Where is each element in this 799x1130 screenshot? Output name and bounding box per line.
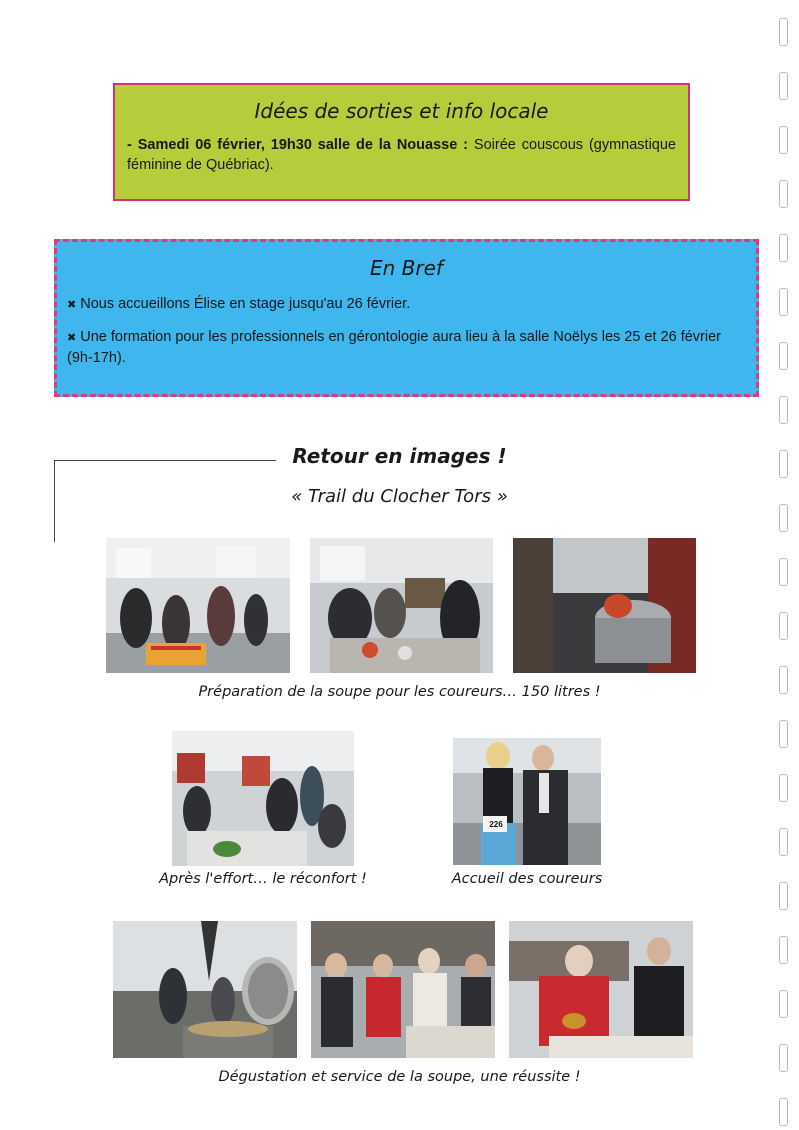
bref-item [67,294,746,315]
binder-ring-mark [779,18,788,46]
bref-item [67,327,746,368]
binder-ring-mark [779,1044,788,1072]
binder-ring-mark [779,666,788,694]
binder-ring-mark [779,720,788,748]
photo-soup-tasting-2 [311,921,495,1058]
binder-ring-mark [779,450,788,478]
caption-degustation: Dégustation et service de la soupe, une réussite ! [218,1069,581,1085]
binder-ring-mark [779,882,788,910]
cross-bullet-icon: ✖ [67,332,77,344]
caption-preparation: Préparation de la soupe pour les coureurs… 150 litres ! [198,684,601,700]
photo-soup-preparation-1 [106,538,290,673]
bref-box [54,239,759,397]
binder-ring-mark [779,828,788,856]
binder-ring-mark [779,342,788,370]
photo-soup-preparation-2 [310,538,493,673]
binder-ring-mark [779,990,788,1018]
binder-ring-mark [779,72,788,100]
binder-ring-mark [779,288,788,316]
sorties-event-text: Soirée couscous (gymnastique féminine de Québriac). [127,137,676,173]
bref-item-text: Nous accueillons Élise en stage jusqu'au 26 février. [80,296,411,312]
trail-subtitle: « Trail du Clocher Tors » [291,486,508,507]
binder-ring-mark [779,126,788,154]
sorties-title: Idées de sorties et info locale [254,99,549,123]
binder-ring-mark [779,1098,788,1126]
binder-ring-mark [779,234,788,262]
runner-bib-number: 226 [489,820,503,829]
binder-ring-mark [779,180,788,208]
caption-accueil: Accueil des coureurs [451,871,603,887]
photo-runner-welcome [453,738,601,865]
binder-ring-mark [779,558,788,586]
binder-ring-mark [779,504,788,532]
binder-ring-mark [779,612,788,640]
binder-ring-mark [779,774,788,802]
caption-reconfort: Après l'effort… le réconfort ! [159,871,367,887]
sorties-event [127,135,676,175]
sorties-event-date: - Samedi 06 février, 19h30 salle de la Nouasse : [127,137,469,153]
photo-after-effort [172,731,354,866]
bref-item-text: Une formation pour les professionnels en gérontologie aura lieu à la salle Noëlys les 25 et 26 février (9h-17h). [67,329,722,366]
retour-title: Retour en images ! [292,444,507,468]
photo-soup-service [509,921,693,1058]
binder-ring-mark [779,936,788,964]
photo-soup-tasting-1 [113,921,297,1058]
cross-bullet-icon: ✖ [67,299,77,311]
photo-soup-cooking-pot [513,538,696,673]
bref-title: En Bref [370,256,443,280]
sorties-box [113,83,690,201]
binder-ring-mark [779,396,788,424]
